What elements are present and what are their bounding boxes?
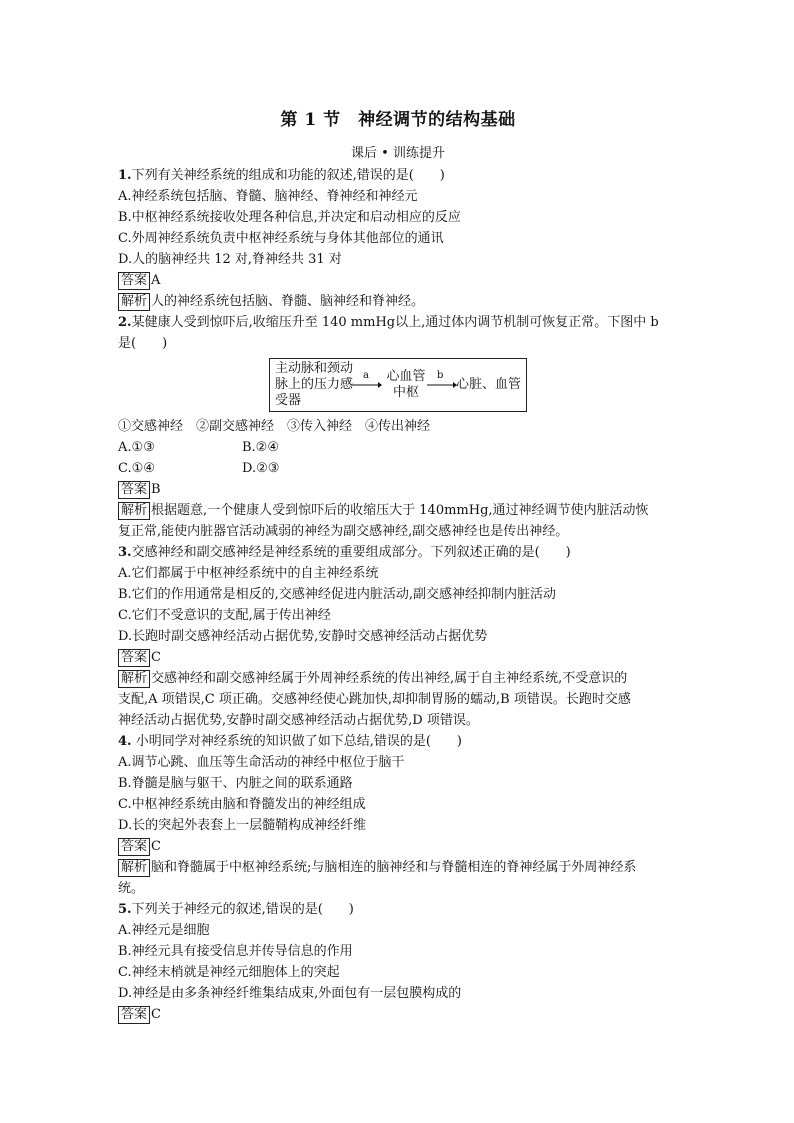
options-row-2 [118,458,678,479]
option-d: D.长的突起外表套上一层髓鞘构成神经纤维 [118,818,367,833]
option-b: B.脊髓是脑与躯干、内脏之间的联系通路 [118,776,353,791]
question-5-stem [118,899,678,920]
analysis-row [118,291,678,312]
analysis-tag: 解析 [118,502,150,520]
answer-row [118,1004,678,1025]
diagram-center: 心血管中枢 [386,369,426,400]
worksheet-page [118,105,678,1025]
option-b: B.它们的作用通常是相反的,交感神经促进内脏活动,副交感神经抑制内脏活动 [118,587,556,602]
option-c: C.它们不受意识的支配,属于传出神经 [118,608,331,623]
analysis-text: 脑和脊髓属于中枢神经系统;与脑相连的脑神经和与脊髓相连的脊神经属于外周神经系 [151,860,637,875]
options-row-1 [118,437,678,458]
option-b: B.中枢神经系统接收处理各种信息,并决定和启动相应的反应 [118,210,461,225]
answer-tag: 答案 [118,649,150,667]
option-a: A.①③ [118,440,155,455]
question-number: 4. [118,734,132,749]
option-c: C.①④ [118,461,155,476]
question-1 [118,165,678,312]
question-number: 1. [118,168,132,183]
diagram-receptor: 主动脉和颈动脉上的压力感受器 [275,361,354,408]
analysis-text: 交感神经和副交感神经属于外周神经系统的传出神经,属于自主神经系统,不受意识的 [151,671,628,686]
analysis-row [118,668,678,689]
answer-row [118,270,678,291]
analysis-text: 根据题意,一个健康人受到惊吓后的收缩压大于 140mmHg,通过神经调节使内脏活动恢 [151,503,649,518]
question-2-stem-cont: 是( ) [118,336,168,351]
answer-value: C [151,839,161,854]
option-d: D.人的脑神经共 12 对,脊神经共 31 对 [118,252,342,267]
option-d: D.②③ [242,461,280,476]
option-c: C.中枢神经系统由脑和脊髓发出的神经组成 [118,797,366,812]
option-d: D.神经是由多条神经纤维集结成束,外面包有一层包膜构成的 [118,986,462,1001]
answer-tag: 答案 [118,838,150,856]
question-2-stem [118,312,678,333]
answer-value: C [151,1007,161,1022]
analysis-text-cont: 支配,A 项错误,C 项正确。交感神经使心跳加快,却抑制胃肠的蠕动,B 项错误。长跑时交感 [118,692,631,707]
question-2 [118,312,678,542]
option-c: C.外周神经系统负责中枢神经系统与身体其他部位的通讯 [118,231,444,246]
question-text: 下列关于神经元的叙述,错误的是( ) [131,902,354,917]
page-title: 第 1 节 神经调节的结构基础 [280,110,516,130]
answer-value: B [151,482,161,497]
option-b: B.②④ [242,440,279,455]
question-1-stem [118,165,678,186]
question-4 [118,731,678,899]
question-3-stem [118,542,678,563]
reflex-diagram-wrap [118,358,678,412]
answer-row [118,647,678,668]
analysis-row [118,857,678,878]
question-text: 小明同学对神经系统的知识做了如下总结,错误的是( ) [131,734,462,749]
analysis-text-cont: 统。 [118,881,145,896]
question-number: 3. [118,545,132,560]
answer-value: A [151,273,161,288]
option-a: A.它们都属于中枢神经系统中的自主神经系统 [118,566,379,581]
option-a: A.神经系统包括脑、脊髓、脑神经、脊神经和神经元 [118,189,418,204]
analysis-tag: 解析 [118,293,150,311]
option-d: D.长跑时副交感神经活动占据优势,安静时交感神经活动占据优势 [118,629,488,644]
reflex-diagram [269,358,527,412]
question-4-stem [118,731,678,752]
diagram-effector: 心脏、血管 [456,377,522,392]
question-5 [118,899,678,1025]
option-a: A.调节心跳、血压等生命活动的神经中枢位于脑干 [118,755,405,770]
analysis-text-cont: 神经活动占据优势,安静时副交感神经活动占据优势,D 项错误。 [118,713,479,728]
arrow-a-label: a [363,370,369,381]
analysis-tag: 解析 [118,859,150,877]
analysis-tag: 解析 [118,670,150,688]
answer-tag: 答案 [118,1006,150,1024]
question-text: 某健康人受到惊吓后,收缩压升至 140 mmHg以上,通过体内调节机制可恢复正常。下图中 b [131,315,659,330]
question-text: 下列有关神经系统的组成和功能的叙述,错误的是( ) [131,168,445,183]
answer-row [118,836,678,857]
answer-value: C [151,650,161,665]
page-subtitle: 课后 • 训练提升 [351,146,445,161]
question-number: 5. [118,902,132,917]
option-c: C.神经末梢就是神经元细胞体上的突起 [118,965,340,980]
option-a: A.神经元是细胞 [118,923,210,938]
analysis-row [118,500,678,521]
question-number: 2. [118,315,132,330]
analysis-text: 人的神经系统包括脑、脊髓、脑神经和脊神经。 [151,294,425,309]
answer-tag: 答案 [118,272,150,290]
analysis-text-cont: 复正常,能使内脏器官活动减弱的神经为副交感神经,副交感神经也是传出神经。 [118,524,569,539]
answer-row [118,479,678,500]
arrow-b-label: b [437,370,444,381]
question-2-choices: ①交感神经 ②副交感神经 ③传入神经 ④传出神经 [118,419,431,434]
question-3 [118,542,678,731]
option-b: B.神经元具有接受信息并传导信息的作用 [118,944,353,959]
answer-tag: 答案 [118,481,150,499]
question-text: 交感神经和副交感神经是神经系统的重要组成部分。下列叙述正确的是( ) [131,545,571,560]
